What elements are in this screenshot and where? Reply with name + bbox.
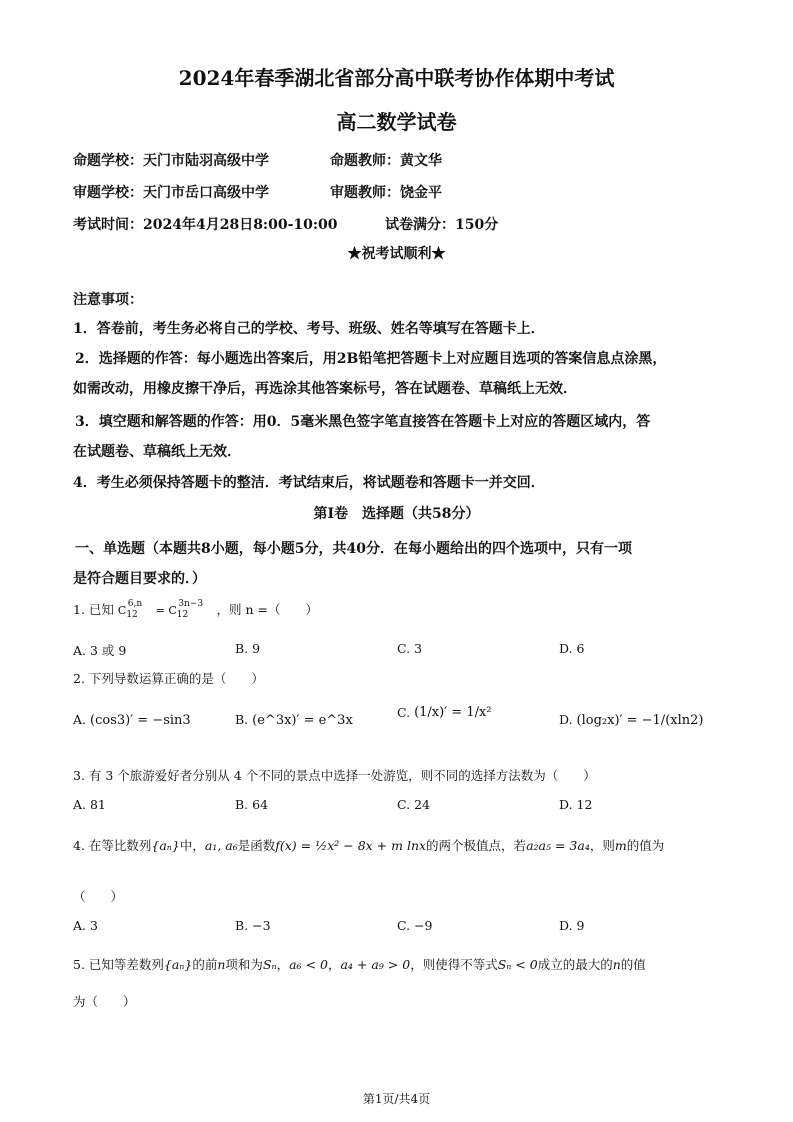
notice-item-3a: 3．填空题和解答题的作答：用0．5毫米黑色签字笔直接答在答题卡上对应的答题区域内，答 [75,414,651,430]
q1-option-b[interactable]: B. 9 [235,641,261,656]
q4-paren: （ ） [73,889,124,904]
q5-text-4: ， [276,957,290,972]
q5-sn: Sₙ [262,957,277,972]
q4-function: f(x) = ½x² − 8x + m lnx [275,838,427,853]
q4-text-2: 中， [179,838,205,853]
q1-prefix: 1. 已知 [73,602,114,617]
notice-item-4: 4．考生必须保持答题卡的整洁．考试结束后，将试题卷和答题卡一并交回． [73,475,545,491]
page-number: 第1页/共4页 [362,1092,431,1106]
setter-teacher: 命题教师：黄文华 [330,153,442,169]
q4-a1a6: a₁, a₆ [204,838,238,853]
q4-text-1: 4. 在等比数列 [73,838,152,853]
exam-title: 2024年春季湖北省部分高中联考协作体期中考试 [178,66,615,90]
q2-option-b-math: (e^3x)′ = e^3x [252,713,353,728]
q5-text-2: 的前 [192,957,218,972]
notice-item-2b: 如需改动，用橡皮擦干净后，再选涂其他答案标号，答在试题卷、草稿纸上无效． [73,381,577,397]
q4-option-b[interactable]: B. −3 [235,918,271,933]
q5-text-3: 项和为 [225,957,263,972]
q2-label-a: A. [73,712,87,727]
q3-option-d[interactable]: D. 12 [559,797,593,812]
question-2: 2. 下列导数运算正确的是（ ） [73,671,264,686]
notice-item-2a: 2．选择题的作答：每小题选出答案后，用2B铅笔把答题卡上对应题目选项的答案信息点涂黑， [75,351,667,367]
exam-time: 考试时间：2024年4月28日8:00-10:00 [73,217,338,233]
question-4 [73,836,664,854]
reviewer-school: 审题学校：天门市岳口高级中学 [73,185,269,201]
part-title: 第Ⅰ卷 选择题（共58分） [313,506,480,522]
notice-item-3b: 在试题卷、草稿纸上无效． [73,444,241,460]
q2-option-a-math: (cos3)′ = −sin3 [90,713,191,728]
q5-text-6: ，则使得不等式 [410,957,498,972]
q3-option-c[interactable]: C. 24 [397,797,430,812]
q2-label-d: D. [559,712,573,727]
question-5 [73,955,646,973]
q5-cond-1: a₆ < 0 [289,957,328,972]
notice-title: 注意事项： [73,292,143,308]
setter-school: 命题学校：天门市陆羽高级中学 [73,153,269,169]
q2-option-b[interactable] [235,712,353,728]
q4-condition: a₂a₅ = 3a₄ [526,838,590,853]
q2-option-c-lhs: (1/x)′ [414,705,448,720]
q4-text-6: 的值为 [626,838,665,853]
q2-option-a[interactable] [73,712,191,728]
q2-option-d[interactable] [559,712,703,728]
q4-m: m [614,838,627,853]
q1-option-a[interactable]: A. 3 或 9 [73,643,127,658]
q5-text-5: ， [327,957,341,972]
q2-label-c: C. [397,705,411,720]
reviewer-teacher: 审题教师：饶金平 [330,185,442,201]
q1-option-d[interactable]: D. 6 [559,641,585,656]
q2-label-b: B. [235,712,249,727]
q4-option-c[interactable]: C. −9 [397,918,433,933]
q4-text-5: ，则 [589,838,615,853]
q2-option-c-rhs: 1/x² [466,705,492,720]
q5-text-8: 的值 [620,957,646,972]
q5-text-7: 成立的最大的 [537,957,613,972]
q4-text-3: 是函数 [237,838,276,853]
q1-suffix: ，则 n =（ ） [216,602,319,617]
q4-option-d[interactable]: D. 9 [559,918,585,933]
q3-option-a[interactable]: A. 81 [73,797,106,812]
q5-n1: n [217,957,226,972]
q1-option-c[interactable]: C. 3 [397,641,423,656]
q4-option-a[interactable]: A. 3 [73,918,98,933]
full-score: 试卷满分：150分 [385,217,499,233]
q4-seq: {aₙ} [151,838,180,853]
section-instruction-2: 是符合题目要求的．） [73,571,206,587]
exam-subtitle: 高二数学试卷 [336,110,457,134]
q5-line-2: 为（ ） [73,994,136,1009]
q5-cond-3: Sₙ < 0 [497,957,538,972]
section-instruction-1: 一、单选题（本题共8小题，每小题5分，共40分．在每小题给出的四个选项中，只有一项 [75,541,632,557]
question-1 [73,600,318,620]
notice-item-1: 1．答卷前，考生务必将自己的学校、考号、班级、姓名等填写在答题卡上． [73,321,545,337]
blessing: ★祝考试顺利★ [347,246,446,262]
q5-seq: {aₙ} [163,957,193,972]
q2-option-c[interactable]: C. (1/x)′ = 1/x² [397,705,492,720]
q5-cond-2: a₄ + a₉ > 0 [340,957,411,972]
q3-option-b[interactable]: B. 64 [235,797,269,812]
q2-option-d-math: (log₂x)′ = −1/(xln2) [576,713,704,728]
q5-text-1: 5. 已知等差数列 [73,957,164,972]
q4-text-4: 的两个极值点，若 [426,838,527,853]
q5-n2: n [612,957,621,972]
q1-equation: $C_{12}^{6,n} = C_{12}^{3n-3}$ [117,599,204,621]
question-3: 3. 有 3 个旅游爱好者分别从 4 个不同的景点中选择一处游览，则不同的选择方法数为（ ） [73,768,596,783]
